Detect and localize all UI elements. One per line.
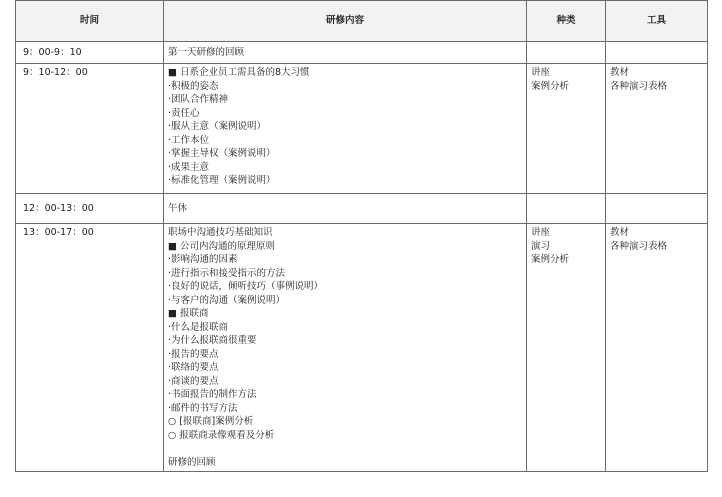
tools-cell <box>606 64 708 194</box>
content-cell <box>164 64 527 194</box>
content-line: 职场中沟通技巧基础知识 <box>168 227 273 238</box>
content-line: ·成果主意 <box>168 161 210 173</box>
content-line: 第一天研修的回顾 <box>168 46 245 58</box>
type-line: 案例分析 <box>531 80 570 92</box>
time-cell: 9：10-12：00 <box>16 64 164 194</box>
header-tools: 工具 <box>606 1 708 42</box>
content-cell <box>164 42 527 64</box>
content-line: ·为什么报联商很重要 <box>168 335 257 346</box>
tools-cell <box>606 194 708 224</box>
tools-cell <box>606 224 708 472</box>
type-line: 演习 <box>531 240 551 252</box>
tools-cell <box>606 42 708 64</box>
content-line: ·影响沟通的因素 <box>168 254 238 265</box>
content-line: 午休 <box>168 202 188 214</box>
time-cell: 9：00-9：10 <box>16 42 164 64</box>
time-cell: 12：00-13：00 <box>16 194 164 224</box>
type-line: 案例分析 <box>531 254 570 265</box>
type-cell <box>527 42 606 64</box>
content-line: ■ 报联商 <box>168 308 209 319</box>
content-line: ·书面报告的制作方法 <box>168 389 257 400</box>
header-type: 种类 <box>527 1 606 42</box>
table-row <box>16 194 708 224</box>
content-line: ·与客户的沟通（案例说明） <box>168 294 286 306</box>
content-line: ·团队合作精神 <box>168 94 229 105</box>
type-cell <box>527 224 606 472</box>
content-line: ·积极的姿态 <box>168 80 219 92</box>
content-line: ·报告的要点 <box>168 348 219 360</box>
content-line: ·标准化管理（案例说明） <box>168 175 276 186</box>
schedule-table <box>15 0 708 472</box>
type-cell <box>527 194 606 224</box>
content-cell <box>164 194 527 224</box>
content-line: ·良好的说话，倾听技巧（事例说明） <box>168 281 324 292</box>
content-line: ○ 报联商录像观看及分析 <box>168 429 275 441</box>
content-line: ·什么是报联商 <box>168 321 229 333</box>
content-line: ·联络的要点 <box>168 362 219 373</box>
table-row <box>16 64 708 194</box>
content-line: ·邮件的书写方法 <box>168 402 238 414</box>
type-line: 讲座 <box>531 67 551 78</box>
content-line: ■ 公司内沟通的原理原则 <box>168 240 275 252</box>
content-line: ○ [报联商]案例分析 <box>168 416 254 427</box>
table-row <box>16 42 708 64</box>
content-line: ·服从主意（案例说明） <box>168 121 267 132</box>
time-cell: 13：00-17：00 <box>16 224 164 472</box>
content-line: ·掌握主导权（案例说明） <box>168 148 276 159</box>
content-line: ·进行指示和接受指示的方法 <box>168 267 286 279</box>
header-row <box>16 1 708 42</box>
tool-line: 教材 <box>610 67 630 78</box>
content-line: ·商谈的要点 <box>168 375 219 387</box>
content-line <box>168 442 522 456</box>
tool-line: 教材 <box>610 227 630 238</box>
content-line: 研修的回顾 <box>168 456 216 468</box>
content-cell <box>164 224 527 472</box>
table-row <box>16 224 708 472</box>
tool-line: 各种演习表格 <box>610 80 668 92</box>
header-content: 研修内容 <box>164 1 527 42</box>
content-line: ■ 日系企业员工需具备的8大习惯 <box>168 67 310 78</box>
header-time: 时间 <box>16 1 164 42</box>
type-cell <box>527 64 606 194</box>
content-line: ·工作本位 <box>168 134 210 146</box>
content-line: ·责任心 <box>168 107 200 119</box>
tool-line: 各种演习表格 <box>610 240 668 252</box>
type-line: 讲座 <box>531 227 551 238</box>
